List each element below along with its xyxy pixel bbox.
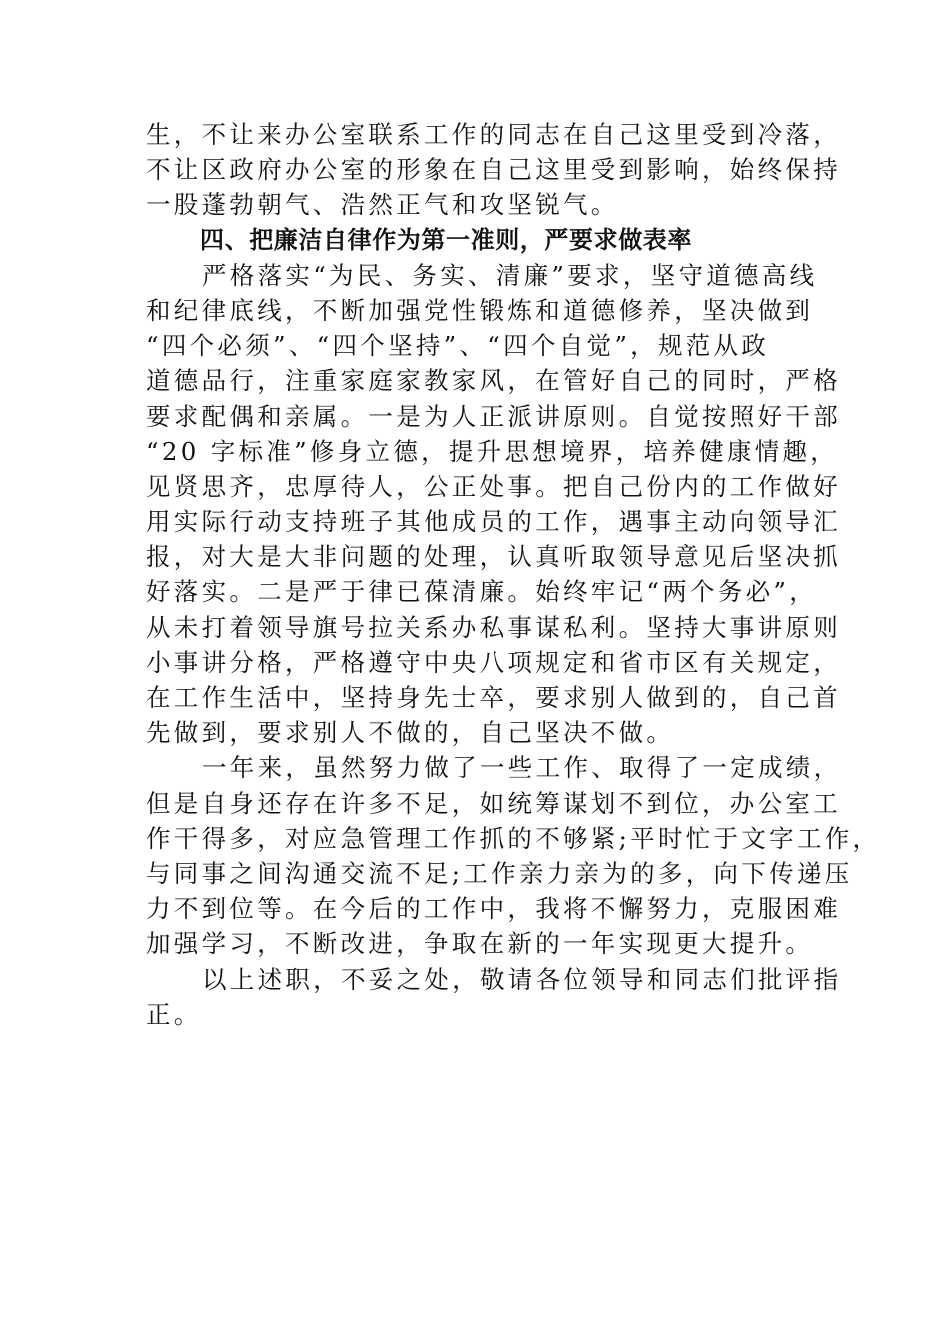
text-line: 生，不让来办公室联系工作的同志在自己这里受到冷落，	[146, 120, 841, 149]
text-line: 一股蓬勃朝气、浩然正气和攻坚锐气。	[146, 190, 619, 220]
text-line: 见贤思齐，忠厚待人，公正处事。把自己份内的工作做好	[146, 471, 841, 501]
text-line: 在工作生活中，坚持身先士卒，要求别人做到的，自己首	[146, 683, 841, 712]
text-line: “20 字标准”修身立德，提升思想境界，培养健康情趣，	[146, 436, 839, 466]
text-line: 道德品行，注重家庭家教家风，在管好自己的同时，严格	[146, 366, 841, 396]
text-line: 好落实。二是严于律已葆清廉。始终牢记“两个务必”，	[146, 577, 818, 607]
text-line: 要求配偶和亲属。一是为人正派讲原则。自觉按照好干部	[146, 401, 841, 431]
text-line: 以上述职，不妥之处，敬请各位领导和同志们批评指	[202, 964, 842, 994]
section-paragraph	[146, 258, 841, 751]
text-line: 和纪律底线，不断加强党性锻炼和道德修养，坚决做到	[146, 295, 814, 325]
text-line: 作干得多，对应急管理工作抓的不够紧;平时忙于文字工作，	[146, 823, 881, 853]
intro-paragraph	[146, 117, 841, 223]
text-line: 力不到位等。在今后的工作中，我将不懈努力，克服困难	[146, 894, 841, 924]
text-line: 与同事之间沟通交流不足;工作亲力亲为的多，向下传递压	[146, 858, 853, 888]
summary-paragraph	[146, 750, 881, 961]
text-line: 正。	[146, 999, 202, 1029]
text-line: 用实际行动支持班子其他成员的工作，遇事主动向领导汇	[146, 507, 841, 537]
text-line: 严格落实“为民、务实、清廉”要求，坚守道德高线	[202, 260, 818, 290]
text-line: 先做到，要求别人不做的，自己坚决不做。	[146, 718, 675, 748]
section-heading: 四、把廉洁自律作为第一准则，严要求做表率	[200, 225, 692, 254]
text-line: 从未打着领导旗号拉关系办私事谋私利。坚持大事讲原则	[146, 612, 841, 642]
text-line: 但是自身还存在许多不足，如统筹谋划不到位，办公室工	[146, 788, 841, 818]
text-line: 一年来，虽然努力做了一些工作、取得了一定成绩，	[202, 753, 842, 783]
text-line: “四个必须”、“四个坚持”、“四个自觉”，规范从政	[146, 331, 770, 361]
text-line: 小事讲分格，严格遵守中央八项规定和省市区有关规定，	[146, 647, 841, 677]
document-body	[146, 117, 881, 1032]
text-line: 加强学习，不断改进，争取在新的一年实现更大提升。	[146, 929, 814, 959]
closing-paragraph	[146, 962, 842, 1032]
text-line: 不让区政府办公室的形象在自己这里受到影响，始终保持	[146, 155, 841, 185]
text-line: 报，对大是大非问题的处理，认真听取领导意见后坚决抓	[146, 542, 841, 572]
